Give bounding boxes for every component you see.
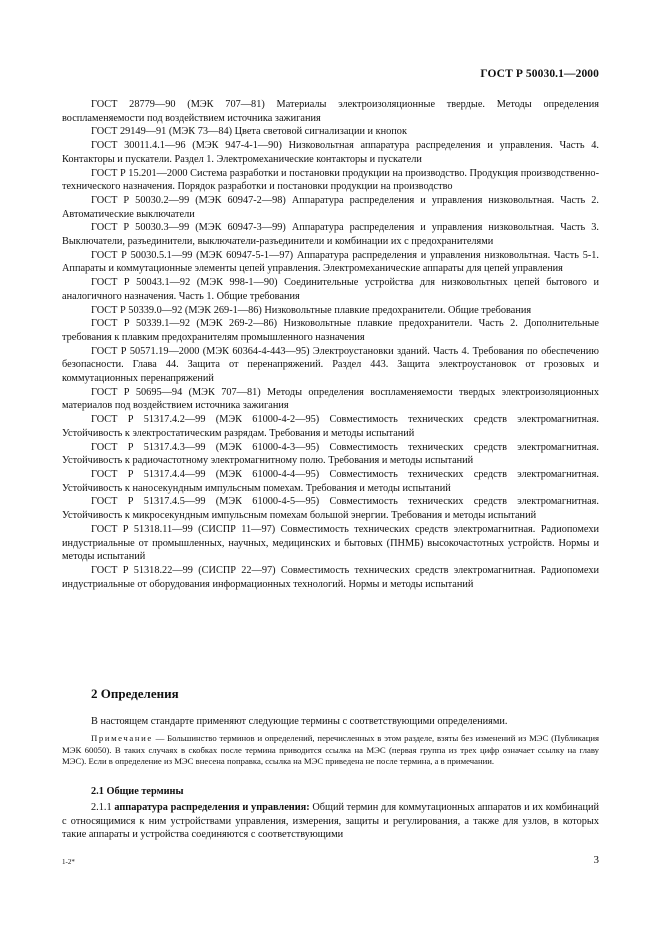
reference-item: ГОСТ Р 50339.0—92 (МЭК 269-1—86) Низковольтные плавкие предохранители. Общие требования — [91, 304, 532, 316]
reference-item: ГОСТ 30011.4.1—96 (МЭК 947-4-1—90) Низковольтная аппаратура распределения и управления. Часть 4. Контакторы и пускатели. Раздел 1. Электромеханические контакторы и пускатели — [62, 140, 599, 165]
reference-item: ГОСТ Р 50695—94 (МЭК 707—81) Методы определения воспламеняемости твердых электроизоляционных материалов под воздействием источника зажигания — [62, 386, 599, 412]
reference-item: ГОСТ Р 51318.11—99 (СИСПР 11—97) Совместимость технических средств электромагнитная. Радиопомехи индустриальные от промышленных, научных, медицинских и бытовых (ПНМБ) высокочастотных устройств. Нормы и методы испытаний — [62, 523, 599, 563]
reference-list — [62, 98, 599, 591]
reference-item: ГОСТ Р 51318.22—99 (СИСПР 22—97) Совместимость технических средств электромагнитная. Радиопомехи индустриальные от оборудования информационных технологий. Нормы и методы испытаний — [62, 564, 599, 590]
reference-item: ГОСТ Р 51317.4.3—99 (МЭК 61000-4-3—95) Совместимость технических средств электромагнитная. Устойчивость к радиочастотному электромагнитному полю. Требования и методы испытаний — [62, 441, 599, 467]
page-header-title: ГОСТ Р 50030.1—2000 — [480, 68, 599, 80]
reference-item: ГОСТ Р 51317.4.2—99 (МЭК 61000-4-2—95) Совместимость технических средств электромагнитная. Устойчивость к электростатическим разрядам. Требования и методы испытаний — [62, 414, 599, 439]
section-intro: В настоящем стандарте применяют следующие термины с соответствующими определениями. — [91, 716, 508, 727]
note-text: — Большинство терминов и определений, перечисленных в этом разделе, взяты без изменений из МЭС (Публикация МЭК 60050). В таких случаях в скобках после термина приводится ссылка на МЭС (первая группа из трех цифр означает ссылку на главу МЭС). Если в определение из МЭС внесена поправка, ссылка на МЭС приведена не после термина, а в примечании. — [62, 733, 599, 767]
term-name: аппаратура распределения и управления: — [114, 802, 310, 813]
reference-item: ГОСТ Р 51317.4.4—99 (МЭК 61000-4-4—95) Совместимость технических средств электромагнитная. Устойчивость к наносекундным импульсным помехам. Требования и методы испытаний — [62, 468, 599, 494]
subsection-heading: 2.1 Общие термины — [91, 786, 184, 797]
reference-item: ГОСТ Р 50030.3—99 (МЭК 60947-3—99) Аппаратура распределения и управления низковольтная. Часть 3. Выключатели, разъединители, выключатели-разъединители и комбинации их с предохранителями — [62, 222, 599, 248]
reference-item: ГОСТ Р 51317.4.5—99 (МЭК 61000-4-5—95) Совместимость технических средств электромагнитная. Устойчивость к микросекундным импульсным помехам большой энергии. Требования и методы испытаний — [62, 496, 599, 522]
section-heading: 2 Определения — [91, 686, 179, 701]
reference-item: ГОСТ Р 50030.2—99 (МЭК 60947-2—98) Аппаратура распределения и управления низковольтная. Часть 2. Автоматические выключатели — [62, 194, 599, 220]
reference-item: ГОСТ Р 15.201—2000 Система разработки и постановки продукции на производство. Продукция производственно-технического назначения. Порядок разработки и постановки продукции на производство — [62, 167, 599, 193]
reference-item: ГОСТ 29149—91 (МЭК 73—84) Цвета световой сигнализации и кнопок — [91, 126, 407, 138]
term-definition — [62, 801, 599, 842]
reference-item: ГОСТ Р 50339.1—92 (МЭК 269-2—86) Низковольтные плавкие предохранители. Часть 2. Дополнительные требования к плавким предохранителям промышленного назначения — [62, 318, 599, 343]
term-number: 2.1.1 — [91, 802, 115, 813]
note-lead: Примечание — [91, 733, 153, 743]
reference-item: ГОСТ Р 50043.1—92 (МЭК 998-1—90) Соединительные устройства для низковольтных цепей бытового и аналогичного назначения. Часть 1. Общие требования — [62, 277, 599, 302]
reference-item: ГОСТ Р 50571.19—2000 (МЭК 60364-4-443—95) Электроустановки зданий. Часть 4. Требования по обеспечению безопасности. Глава 44. Защита от перенапряжений. Раздел 443. Защита электроустановок от грозовых и коммутационных перенапряжений — [62, 345, 599, 385]
footer-signature-mark: 1-2* — [62, 858, 75, 866]
term-text: Общий термин для коммутационных аппаратов и их комбинаций с относящимися к ним устройствами управления, измерения, защиты и регулирования, а также для узлов, в которых такие аппараты и устройства соединяются с соответствующими — [62, 802, 600, 841]
reference-item: ГОСТ Р 50030.5.1—99 (МЭК 60947-5-1—97) Аппаратура распределения и управления низковольтная. Часть 5-1. Аппараты и коммутационные элементы цепей управления. Электромеханические аппараты для цепей управления — [62, 249, 599, 275]
note-paragraph — [62, 733, 599, 768]
page-number: 3 — [593, 854, 599, 866]
reference-item: ГОСТ 28779—90 (МЭК 707—81) Материалы электроизоляционные твердые. Методы определения воспламеняемости под воздействием источника зажигания — [62, 99, 599, 124]
